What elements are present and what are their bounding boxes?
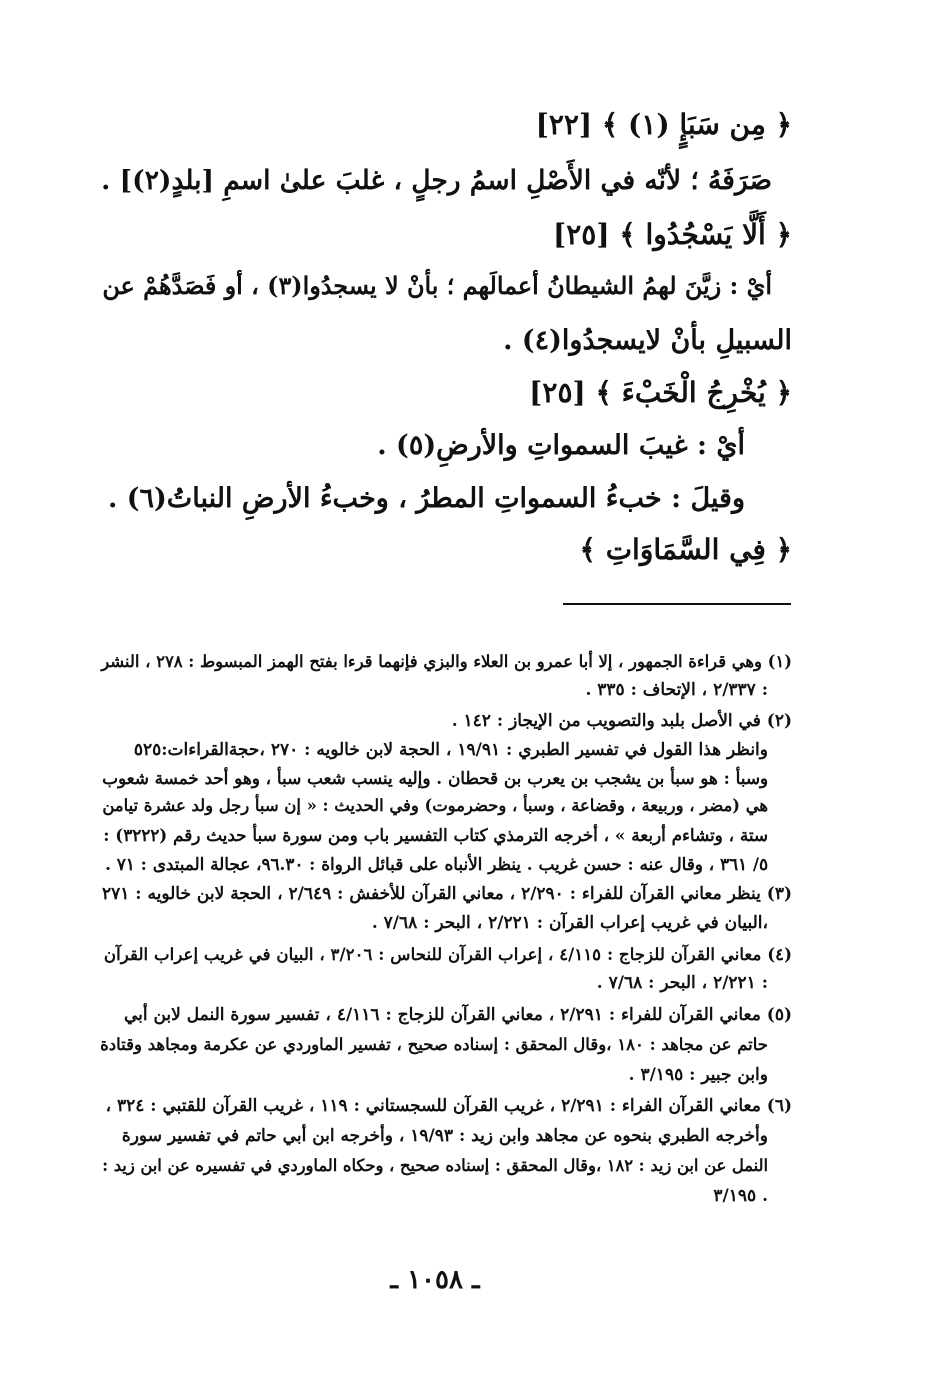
- verse-heading: ﴿ أَلَّا يَسْجُدُوا ﴾ [٢٥]: [553, 218, 792, 251]
- footnote-separator: [563, 603, 791, 605]
- footnote-line: (٥) معاني القرآن للفراء : ٢/٢٩١ ، معاني القرآن للزجاج : ٤/١١٦ ، تفسير سورة النمل لابن أبي: [123, 1005, 792, 1025]
- verse-heading: ﴿ مِن سَبَإٍ (١) ﴾ [٢٢]: [535, 108, 792, 141]
- footnote-line: النمل عن ابن زيد : ١٨٢ ،وقال المحقق : إسناده صحيح ، وحكاه الماوردي في تفسيره عن ابن زيد :: [102, 1156, 768, 1175]
- footnote-line: ،البيان في غريب إعراب القرآن : ٢/٢٢١ ، البحر : ٧/٦٨ .: [371, 913, 768, 933]
- footnote-line: (٣) ينظر معاني القرآن للفراء : ٢/٢٩٠ ، معاني القرآن للأخفش : ٢/٦٤٩ ، الحجة لابن خالويه : ٢٧١: [101, 884, 792, 904]
- footnote-line: ٥/ ٣٦١ ، وقال عنه : حسن غريب . ينظر الأنباه على قبائل الرواة : ٩٦.٣٠، عجالة المبتدى : ٧١ .: [105, 854, 768, 874]
- footnote-line: : ٢/٣٣٧ ، الإتحاف : ٣٣٥ .: [585, 680, 768, 700]
- verse-heading: ﴿ يُخْرِجُ الْخَبْءَ ﴾ [٢٥]: [529, 376, 792, 409]
- footnote-line: (١) وهي قراءة الجمهور ، إلا أبا عمرو بن العلاء والبزي فإنهما قرءا بفتح الهمز المبسوط : ٢٧٨ ، النشر: [101, 652, 792, 671]
- commentary-line: السبيلِ بأنْ لايسجدُوا(٤) .: [503, 325, 792, 356]
- footnote-line: (٦) معاني القرآن الفراء : ٢/٢٩١ ، غريب القرآن للسجستاني : ١١٩ ، غريب القرآن للقتبي : ٣٢٤ ،: [105, 1096, 792, 1116]
- footnote-line: وانظر هذا القول في تفسير الطبري : ١٩/٩١ ، الحجة لابن خالويه : ٢٧٠ ،حجةالقراءات:٥٢٥: [133, 740, 768, 760]
- commentary-line: أيْ : غيبَ السمواتِ والأرضِ(٥) .: [377, 430, 745, 461]
- page-number: ـ ١٠٥٨ ـ: [390, 1265, 480, 1295]
- footnote-line: هي (مضر ، وربيعة ، وقضاعة ، وسبأ ، وحضرموت) وفي الحديث : « إن سبأ رجل ولد عشرة تيامن: [102, 796, 768, 815]
- footnote-line: (٤) معاني القرآن للزجاج : ٤/١١٥ ، إعراب القرآن للنحاس : ٣/٢٠٦ ، البيان في غريب إعراب القرآن: [103, 944, 792, 964]
- footnote-line: حاتم عن مجاهد : ١٨٠ ،وقال المحقق : إسناده صحيح ، تفسير الماوردي عن عكرمة ومجاهد وقتادة: [100, 1035, 768, 1054]
- commentary-line: صَرَفَهُ ؛ لأنّه في الأَصْلِ اسمُ رجلٍ ، غلبَ علىٰ اسمِ [بلدٍ(٢)] .: [101, 165, 772, 196]
- commentary-line: أيْ : زيَّنَ لهمُ الشيطانُ أعمالَهم ؛ بأنْ لا يسجدُوا(٣) ، أو فَصَدَّهُمْ عن: [102, 272, 772, 300]
- footnote-line: وابن جبير : ٣/١٩٥ .: [628, 1065, 768, 1085]
- footnote-line: : ٢/٢٢١ ، البحر : ٧/٦٨ .: [596, 973, 768, 993]
- footnote-line: ستة ، وتشاءم أربعة » ، أخرجه الترمذي كتاب التفسير باب ومن سورة سبأ حديث رقم (٣٢٢٢) :: [103, 825, 768, 845]
- footnote-line: وأخرجه الطبري بنحوه عن مجاهد وابن زيد : ١٩/٩٣ ، وأخرجه ابن أبي حاتم في تفسير سورة: [121, 1126, 768, 1146]
- commentary-line: وقيلَ : خبءُ السمواتِ المطرُ ، وخبءُ الأرضِ النباتُ(٦) .: [107, 483, 745, 514]
- verse-heading: ﴿ فِي السَّمَاوَاتِ ﴾: [579, 533, 792, 566]
- footnote-line: ٣/١٩٥ .: [713, 1186, 768, 1206]
- footnote-line: (٢) في الأصل بلبد والتصويب من الإيجاز : ١٤٢ .: [451, 711, 792, 731]
- footnote-line: وسبأ : هو سبأ بن يشجب بن يعرب بن قحطان . وإليه ينسب شعب سبأ ، وهو أحد خمسة شعوب: [102, 768, 768, 788]
